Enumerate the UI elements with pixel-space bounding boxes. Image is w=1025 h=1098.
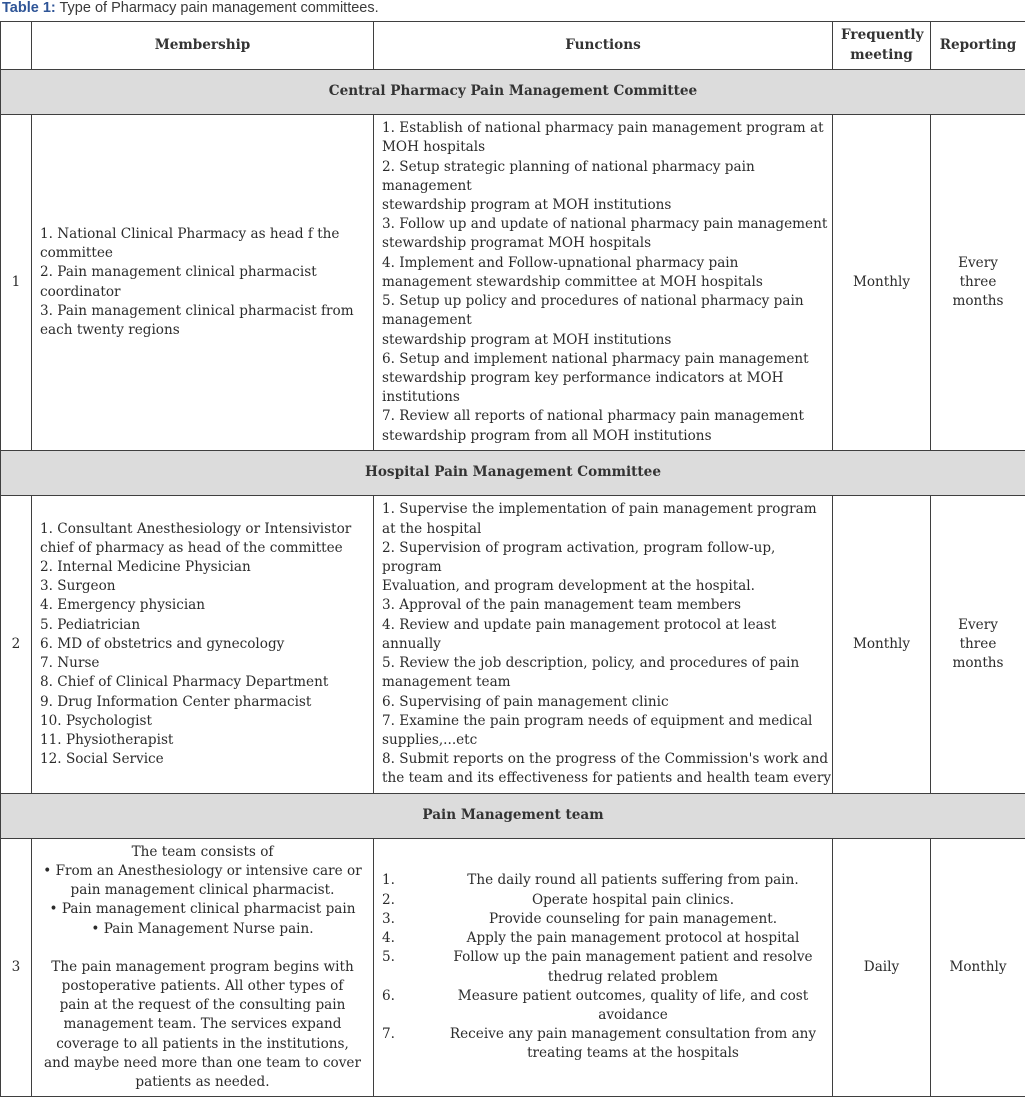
function-line: 5. Review the job description, policy, and procedures of pain <box>382 655 800 672</box>
functions-cell <box>374 839 833 1097</box>
reporting-cell: Monthly <box>931 839 1025 1097</box>
table-row <box>1 839 1025 1097</box>
function-line: 3. Approval of the pain management team members <box>382 597 741 614</box>
list-item-number: 6. <box>382 987 395 1004</box>
list-item-text <box>442 929 824 948</box>
section-row <box>1 70 1025 115</box>
membership-line: 9. Drug Information Center pharmacist <box>40 693 312 710</box>
membership-line: 2. Internal Medicine Physician <box>40 559 251 576</box>
list-item-line: Provide counseling for pain management. <box>488 910 778 927</box>
committees-table <box>0 21 1025 1097</box>
function-line: 6. Supervising of pain management clinic <box>382 693 669 710</box>
list-item <box>382 891 824 910</box>
membership-line: 3. Surgeon <box>40 578 116 595</box>
membership-cell <box>32 839 374 1097</box>
list-item-line: Apply the pain management protocol at hospital <box>466 930 800 947</box>
membership-line: pain at the request of the consulting pain <box>59 997 346 1014</box>
reporting-line: months <box>952 293 1004 310</box>
membership-line: 7. Nurse <box>40 655 100 672</box>
list-item-number: 7. <box>382 1026 395 1043</box>
header-row <box>1 22 1025 70</box>
function-line: management <box>382 312 472 329</box>
function-line: management <box>382 177 472 194</box>
function-line: program <box>382 559 442 576</box>
membership-line: 11. Physiotherapist <box>40 731 174 748</box>
list-item-text <box>442 871 824 890</box>
function-line: 7. Review all reports of national pharmacy pain management <box>382 408 804 425</box>
row-number: 2 <box>1 496 32 794</box>
list-item-line: The daily round all patients suffering from pain. <box>467 872 799 889</box>
function-line: 5. Setup up policy and procedures of national pharmacy pain <box>382 293 804 310</box>
membership-line: management team. The services expand <box>63 1016 342 1033</box>
section-row <box>1 794 1025 839</box>
membership-line: coordinator <box>40 283 121 300</box>
list-item-line: avoidance <box>598 1006 668 1023</box>
table-caption <box>2 0 379 16</box>
function-line: 2. Setup strategic planning of national pharmacy pain <box>382 158 755 175</box>
functions-cell <box>374 496 833 794</box>
reporting-line: Every <box>958 254 998 271</box>
function-line: supplies,...etc <box>382 731 478 748</box>
caption-text: Type of Pharmacy pain management committees. <box>59 0 379 16</box>
membership-line: 2. Pain management clinical pharmacist <box>40 264 317 281</box>
table-row <box>1 496 1025 794</box>
list-item-line: Receive any pain management consultation from any <box>449 1026 817 1043</box>
membership-line: committee <box>40 245 113 262</box>
function-line: stewardship program key performance indicators at MOH <box>382 369 784 386</box>
section-title: Central Pharmacy Pain Management Committee <box>1 70 1025 115</box>
function-line: management team <box>382 674 511 691</box>
section-title: Pain Management team <box>1 794 1025 839</box>
reporting-line: three <box>959 635 997 652</box>
function-line: management stewardship committee at MOH hospitals <box>382 273 763 290</box>
function-line: 3. Follow up and update of national pharmacy pain management <box>382 216 828 233</box>
header-frequency-line1: Frequently <box>841 27 924 44</box>
header-frequency <box>833 22 931 70</box>
row-number: 1 <box>1 115 32 451</box>
header-membership: Membership <box>32 22 374 70</box>
header-frequency-line2: meeting <box>850 46 913 63</box>
row-number: 3 <box>1 839 32 1097</box>
list-item-number: 4. <box>382 930 395 947</box>
list-item <box>382 1025 824 1063</box>
list-item-text <box>442 1025 824 1063</box>
membership-line: patients as needed. <box>135 1074 270 1091</box>
reporting-line: months <box>952 655 1004 672</box>
membership-line: pain management clinical pharmacist. <box>70 882 335 899</box>
list-item-line: Operate hospital pain clinics. <box>531 891 735 908</box>
list-item-text <box>442 910 824 929</box>
membership-line: 1. National Clinical Pharmacy as head f the <box>40 225 340 242</box>
list-item <box>382 987 824 1025</box>
membership-line: 12. Social Service <box>40 751 164 768</box>
reporting-cell <box>931 115 1025 451</box>
frequency-cell: Daily <box>833 839 931 1097</box>
function-line: 1. Supervise the implementation of pain management program <box>382 501 817 518</box>
function-line: 2. Supervision of program activation, program follow-up, <box>382 539 776 556</box>
section-title: Hospital Pain Management Committee <box>1 451 1025 496</box>
frequency-cell: Monthly <box>833 496 931 794</box>
section-row <box>1 451 1025 496</box>
list-item-number: 5. <box>382 949 395 966</box>
function-line: 8. Submit reports on the progress of the Commission's work and <box>382 751 829 768</box>
function-line: Evaluation, and program development at the hospital. <box>382 578 755 595</box>
function-line: 4. Review and update pain management protocol at least <box>382 616 777 633</box>
caption-label: Table 1: <box>2 0 56 16</box>
reporting-line: Every <box>958 616 998 633</box>
membership-line: coverage to all patients in the institutions, <box>56 1035 349 1052</box>
membership-line: 8. Chief of Clinical Pharmacy Department <box>40 674 329 691</box>
membership-line: 6. MD of obstetrics and gynecology <box>40 635 285 652</box>
function-line: institutions <box>382 389 460 406</box>
membership-cell <box>32 496 374 794</box>
list-item-text <box>442 987 824 1025</box>
membership-line: 10. Psychologist <box>40 712 152 729</box>
function-line: 6. Setup and implement national pharmacy pain management <box>382 350 809 367</box>
list-item-number: 2. <box>382 891 395 908</box>
function-line: 7. Examine the pain program needs of equipment and medical <box>382 712 813 729</box>
frequency-cell: Monthly <box>833 115 931 451</box>
function-line: stewardship programat MOH hospitals <box>382 235 652 252</box>
membership-line: postoperative patients. All other types of <box>61 978 344 994</box>
function-line: stewardship program at MOH institutions <box>382 197 672 214</box>
function-line: at the hospital <box>382 520 482 537</box>
membership-line: The team consists of <box>131 843 274 860</box>
function-line: annually <box>382 635 441 652</box>
list-item-text <box>442 948 824 986</box>
header-functions: Functions <box>374 22 833 70</box>
list-item <box>382 910 824 929</box>
list-item-line: thedrug related problem <box>547 968 719 985</box>
membership-line: each twenty regions <box>40 321 180 338</box>
function-line: MOH hospitals <box>382 139 486 156</box>
membership-line: 1. Consultant Anesthesiology or Intensivistor <box>40 520 352 537</box>
reporting-cell <box>931 496 1025 794</box>
list-item-number: 3. <box>382 910 395 927</box>
list-item-line: treating teams at the hospitals <box>527 1045 739 1062</box>
membership-line: • Pain Management Nurse pain. <box>91 920 314 937</box>
list-item-text <box>442 891 824 910</box>
header-number <box>1 22 32 70</box>
function-line: stewardship program at MOH institutions <box>382 331 672 348</box>
function-line: 1. Establish of national pharmacy pain management program at <box>382 120 824 137</box>
membership-line: 4. Emergency physician <box>40 597 206 614</box>
list-item-line: Measure patient outcomes, quality of life, and cost <box>457 987 809 1004</box>
table-row <box>1 115 1025 451</box>
list-item <box>382 948 824 986</box>
membership-line: 3. Pain management clinical pharmacist from <box>40 302 354 319</box>
list-item-number: 1. <box>382 872 395 889</box>
membership-line: • Pain management clinical pharmacist pain <box>49 901 356 918</box>
function-line: the team and its effectiveness for patients and health team every <box>382 770 832 787</box>
membership-line: The pain management program begins with <box>51 958 354 975</box>
list-item <box>382 871 824 890</box>
list-item <box>382 929 824 948</box>
function-line: 4. Implement and Follow-upnational pharmacy pain <box>382 254 739 271</box>
membership-line: • From an Anesthesiology or intensive care or <box>43 862 362 879</box>
function-line: stewardship program from all MOH institutions <box>382 427 712 444</box>
reporting-line: three <box>959 273 997 290</box>
paragraph-gap <box>40 939 365 958</box>
membership-cell <box>32 115 374 451</box>
membership-line: and maybe need more than one team to cover <box>44 1054 361 1071</box>
membership-line: chief of pharmacy as head of the committee <box>40 539 343 556</box>
header-reporting: Reporting <box>931 22 1025 70</box>
list-item-line: Follow up the pain management patient and resolve <box>453 949 813 966</box>
functions-cell <box>374 115 833 451</box>
membership-line: 5. Pediatrician <box>40 616 141 633</box>
